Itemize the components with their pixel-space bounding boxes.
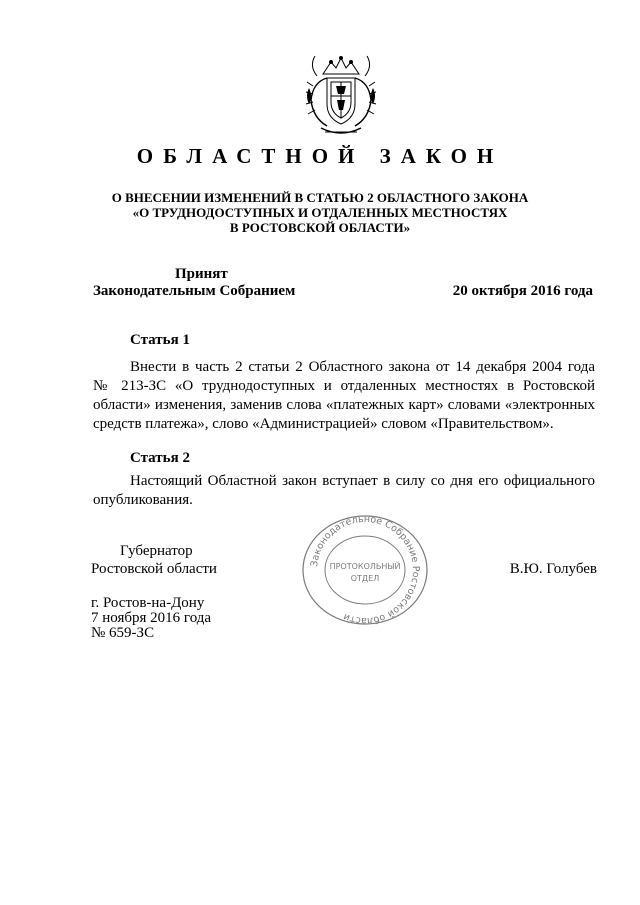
subtitle-line: В РОСТОВСКОЙ ОБЛАСТИ» xyxy=(229,220,411,235)
article-2-heading: Статья 2 xyxy=(130,450,190,466)
text-line: опубликования. xyxy=(93,492,193,508)
law-number: № 659-ЗС xyxy=(91,625,155,641)
stamp-inner-line: ОТДЕЛ xyxy=(350,574,380,583)
text-line: средств платежа», слово «Администрацией» словом «Правительством». xyxy=(93,416,554,432)
official-stamp xyxy=(298,513,432,627)
place-line: г. Ростов-на-Дону xyxy=(91,595,205,611)
place-and-number xyxy=(91,596,211,641)
subtitle-line: «О ТРУДНОДОСТУПНЫХ И ОТДАЛЕННЫХ МЕСТНОСТЯХ xyxy=(132,205,508,220)
subtitle-line: О ВНЕСЕНИИ ИЗМЕНЕНИЙ В СТАТЬЮ 2 ОБЛАСТНОГО ЗАКОНА xyxy=(111,190,529,205)
adopted-label: Принят xyxy=(175,266,228,282)
signer-position: Губернатор xyxy=(120,543,193,559)
stamp-inner-line: ПРОТОКОЛЬНЫЙ xyxy=(329,562,401,571)
stamp-outer-text: Законодательное Собрание Ростовской области xyxy=(309,513,422,627)
text-line: № 213-ЗС «О труднодоступных и отдаленных местностях в Ростовской xyxy=(93,378,595,394)
adopted-by-label: Законодательным Собранием xyxy=(93,283,296,299)
coat-of-arms-emblem xyxy=(303,52,379,138)
article-1-heading: Статья 1 xyxy=(130,332,190,348)
text-line: Настоящий Областной закон вступает в силу со дня его официального xyxy=(130,473,595,489)
date-line: 7 ноября 2016 года xyxy=(91,610,212,626)
text-line: области» изменения, заменив слова «платежных карт» словами «электронных xyxy=(93,397,595,413)
adopted-date: 20 октября 2016 года xyxy=(452,283,593,299)
law-title: ОБЛАСТНОЙ ЗАКОН xyxy=(136,144,504,168)
text-line: Внести в часть 2 статьи 2 Областного закона от 14 декабря 2004 года xyxy=(130,359,595,375)
law-subtitle xyxy=(0,190,640,235)
signer-region: Ростовской области xyxy=(91,561,217,577)
article-2-text xyxy=(93,472,595,510)
article-1-text xyxy=(93,358,595,434)
signer-name: В.Ю. Голубев xyxy=(509,561,597,577)
